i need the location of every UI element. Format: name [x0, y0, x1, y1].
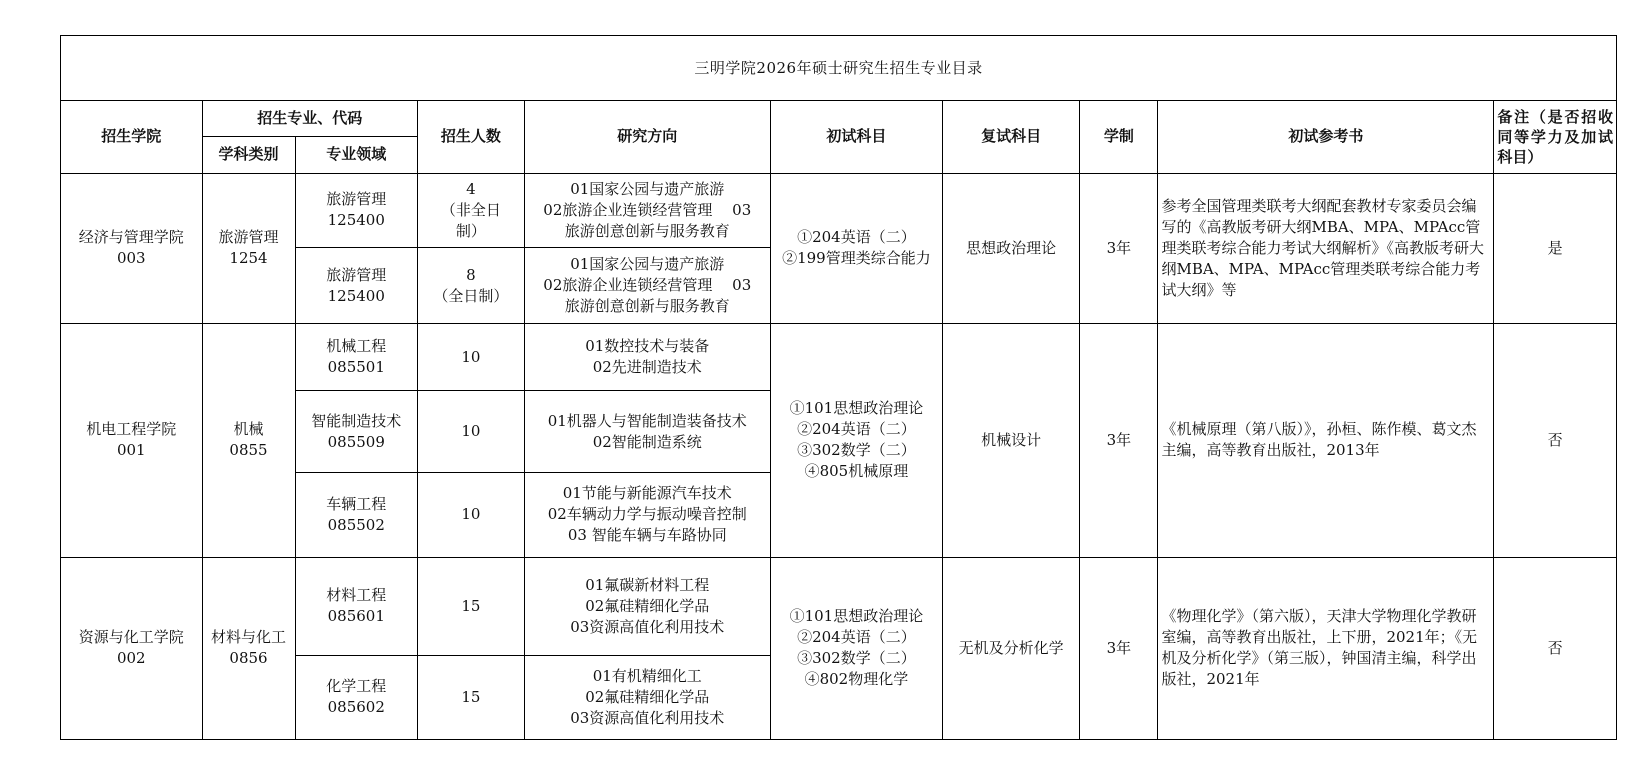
header-quota: 招生人数	[418, 101, 525, 174]
field-cell: 车辆工程 085502	[295, 473, 418, 557]
header-direction: 研究方向	[524, 101, 770, 174]
direction-cell: 01节能与新能源汽车技术 02车辆动力学与振动噪音控制 03 智能车辆与车路协同	[524, 473, 770, 557]
table-row	[61, 323, 1617, 390]
direction-cell: 01有机精细化工 02氟硅精细化学品 03资源高值化利用技术	[524, 655, 770, 739]
college-cell: 机电工程学院 001	[61, 323, 203, 557]
duration-cell: 3年	[1080, 557, 1158, 739]
header-books: 初试参考书	[1158, 101, 1494, 174]
header-note: 备注（是否招收同等学力及加试科目）	[1494, 101, 1617, 174]
college-cell: 经济与管理学院 003	[61, 173, 203, 323]
note-cell: 是	[1494, 173, 1617, 323]
retest-cell: 无机及分析化学	[943, 557, 1080, 739]
direction-cell: 01机器人与智能制造装备技术 02智能制造系统	[524, 391, 770, 473]
retest-cell: 思想政治理论	[943, 173, 1080, 323]
field-cell: 旅游管理 125400	[295, 173, 418, 248]
direction-cell: 01氟碳新材料工程 02氟硅精细化学品 03资源高值化利用技术	[524, 557, 770, 655]
direction-cell: 01数控技术与装备 02先进制造技术	[524, 323, 770, 390]
page-title: 三明学院2026年硕士研究生招生专业目录	[61, 36, 1617, 101]
title-row	[61, 36, 1617, 101]
field-cell: 材料工程 085601	[295, 557, 418, 655]
books-cell: 《机械原理（第八版）》，孙桓、陈作模、葛文杰主编，高等教育出版社，2013年	[1158, 323, 1494, 557]
quota-cell: 10	[418, 323, 525, 390]
header-discipline: 学科类别	[202, 137, 295, 173]
header-major-group: 招生专业、代码	[202, 101, 417, 137]
quota-cell: 4 （非全日 制）	[418, 173, 525, 248]
quota-cell: 8 （全日制）	[418, 248, 525, 324]
college-cell: 资源与化工学院 002	[61, 557, 203, 739]
note-cell: 否	[1494, 323, 1617, 557]
quota-cell: 10	[418, 391, 525, 473]
enrollment-catalog-table	[60, 35, 1617, 740]
duration-cell: 3年	[1080, 323, 1158, 557]
header-college: 招生学院	[61, 101, 203, 174]
quota-cell: 15	[418, 655, 525, 739]
field-cell: 旅游管理 125400	[295, 248, 418, 324]
quota-cell: 10	[418, 473, 525, 557]
books-cell: 参考全国管理类联考大纲配套教材专家委员会编写的《高教版考研大纲MBA、MPA、MPAcc管理类联考综合能力考试大纲解析》《高教版考研大纲MBA、MPA、MPAcc管理类联考综合能力考试大纲》等	[1158, 173, 1494, 323]
note-cell: 否	[1494, 557, 1617, 739]
field-cell: 智能制造技术 085509	[295, 391, 418, 473]
books-cell: 《物理化学》（第六版），天津大学物理化学教研室编，高等教育出版社，上下册，2021年；《无机及分析化学》（第三版），钟国清主编，科学出版社，2021年	[1158, 557, 1494, 739]
prelim-cell: ①101思想政治理论 ②204英语（二） ③302数学（二） ④802物理化学	[770, 557, 942, 739]
retest-cell: 机械设计	[943, 323, 1080, 557]
direction-cell: 01国家公园与遗产旅游 02旅游企业连锁经营管理 03 旅游创意创新与服务教育	[524, 248, 770, 324]
discipline-cell: 机械 0855	[202, 323, 295, 557]
header-row-1	[61, 101, 1617, 137]
table-row	[61, 173, 1617, 248]
header-duration: 学制	[1080, 101, 1158, 174]
field-cell: 机械工程 085501	[295, 323, 418, 390]
header-retest: 复试科目	[943, 101, 1080, 174]
duration-cell: 3年	[1080, 173, 1158, 323]
prelim-cell: ①101思想政治理论 ②204英语（二） ③302数学（二） ④805机械原理	[770, 323, 942, 557]
direction-cell: 01国家公园与遗产旅游 02旅游企业连锁经营管理 03 旅游创意创新与服务教育	[524, 173, 770, 248]
discipline-cell: 旅游管理 1254	[202, 173, 295, 323]
header-prelim: 初试科目	[770, 101, 942, 174]
header-field: 专业领域	[295, 137, 418, 173]
table-row	[61, 557, 1617, 655]
field-cell: 化学工程 085602	[295, 655, 418, 739]
quota-cell: 15	[418, 557, 525, 655]
prelim-cell: ①204英语（二） ②199管理类综合能力	[770, 173, 942, 323]
discipline-cell: 材料与化工 0856	[202, 557, 295, 739]
